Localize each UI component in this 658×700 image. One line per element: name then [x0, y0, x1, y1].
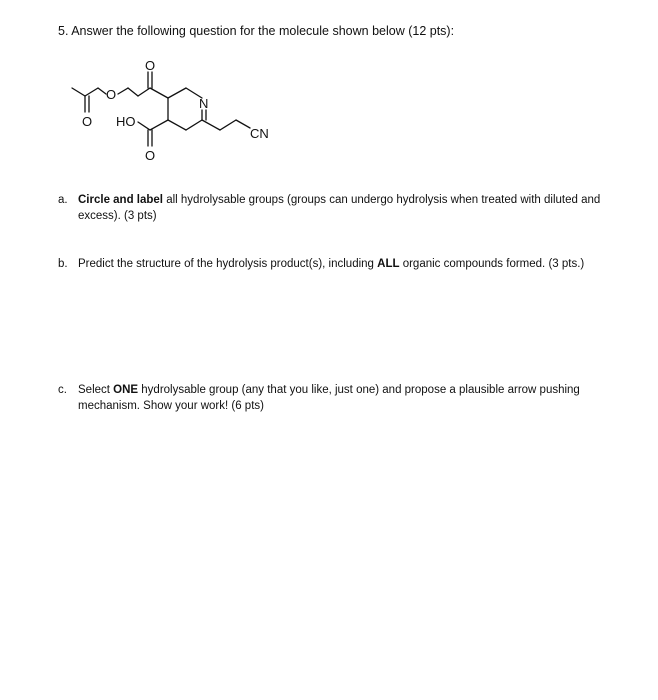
- atom-o-ketone: O: [145, 58, 156, 73]
- part-a-letter: a.: [58, 194, 68, 206]
- bond-chain-1: [202, 120, 220, 130]
- part-b-text1: Predict the structure of the hydrolysis product(s), including: [78, 258, 378, 270]
- part-b: [58, 256, 623, 272]
- part-c-text2: hydrolysable group (any that you like, just one) and propose a plausible arrow pushing mechanism. Show your work! (6 pts): [78, 384, 580, 412]
- atom-n: N: [199, 96, 209, 111]
- part-c-letter: c.: [58, 384, 67, 396]
- molecule-drawing: [58, 52, 308, 167]
- atom-ho: HO: [116, 114, 136, 129]
- part-b-text2: organic compounds formed. (3 pts.): [399, 258, 585, 270]
- bond-acyl-o: [98, 88, 106, 94]
- part-b-text: [78, 256, 623, 272]
- part-c-bold: ONE: [113, 384, 139, 396]
- bond-carboxyl-oh: [138, 122, 150, 130]
- molecule-structure: [58, 52, 308, 167]
- bond-chain-3: [236, 120, 250, 128]
- part-c-text: [78, 382, 623, 414]
- part-c-text1: Select: [78, 384, 114, 396]
- bond-acetyl-methyl: [85, 88, 98, 96]
- ring-bond-4: [186, 120, 202, 130]
- part-a-bold: Circle and label: [78, 194, 164, 206]
- bond-ketone-ring: [150, 88, 168, 98]
- part-a: [58, 192, 623, 224]
- part-c: [58, 382, 623, 414]
- part-a-text: [78, 192, 623, 224]
- part-a-rest: all hydrolysable groups (groups can undergo hydrolysis when treated with diluted and excess). (3 pts): [78, 194, 601, 222]
- bond-ch2-ch2: [128, 88, 138, 96]
- ring-bond-2: [168, 88, 186, 98]
- question-header: 5. Answer the following question for the molecule shown below (12 pts):: [58, 24, 455, 38]
- ring-bond-5: [168, 120, 186, 130]
- bond-ch2-ketone: [138, 88, 150, 96]
- part-b-letter: b.: [58, 258, 68, 270]
- bond-ring-carboxyl: [150, 120, 168, 130]
- atom-o-acetyl: O: [82, 114, 93, 129]
- part-b-bold: ALL: [377, 258, 400, 270]
- bond-o-ch2: [118, 88, 128, 94]
- atom-o-carboxyl: O: [145, 148, 156, 163]
- atom-cn: CN: [250, 126, 269, 141]
- atom-o-ester: O: [106, 87, 117, 102]
- bond-methyl: [72, 88, 85, 96]
- bond-chain-2: [220, 120, 236, 130]
